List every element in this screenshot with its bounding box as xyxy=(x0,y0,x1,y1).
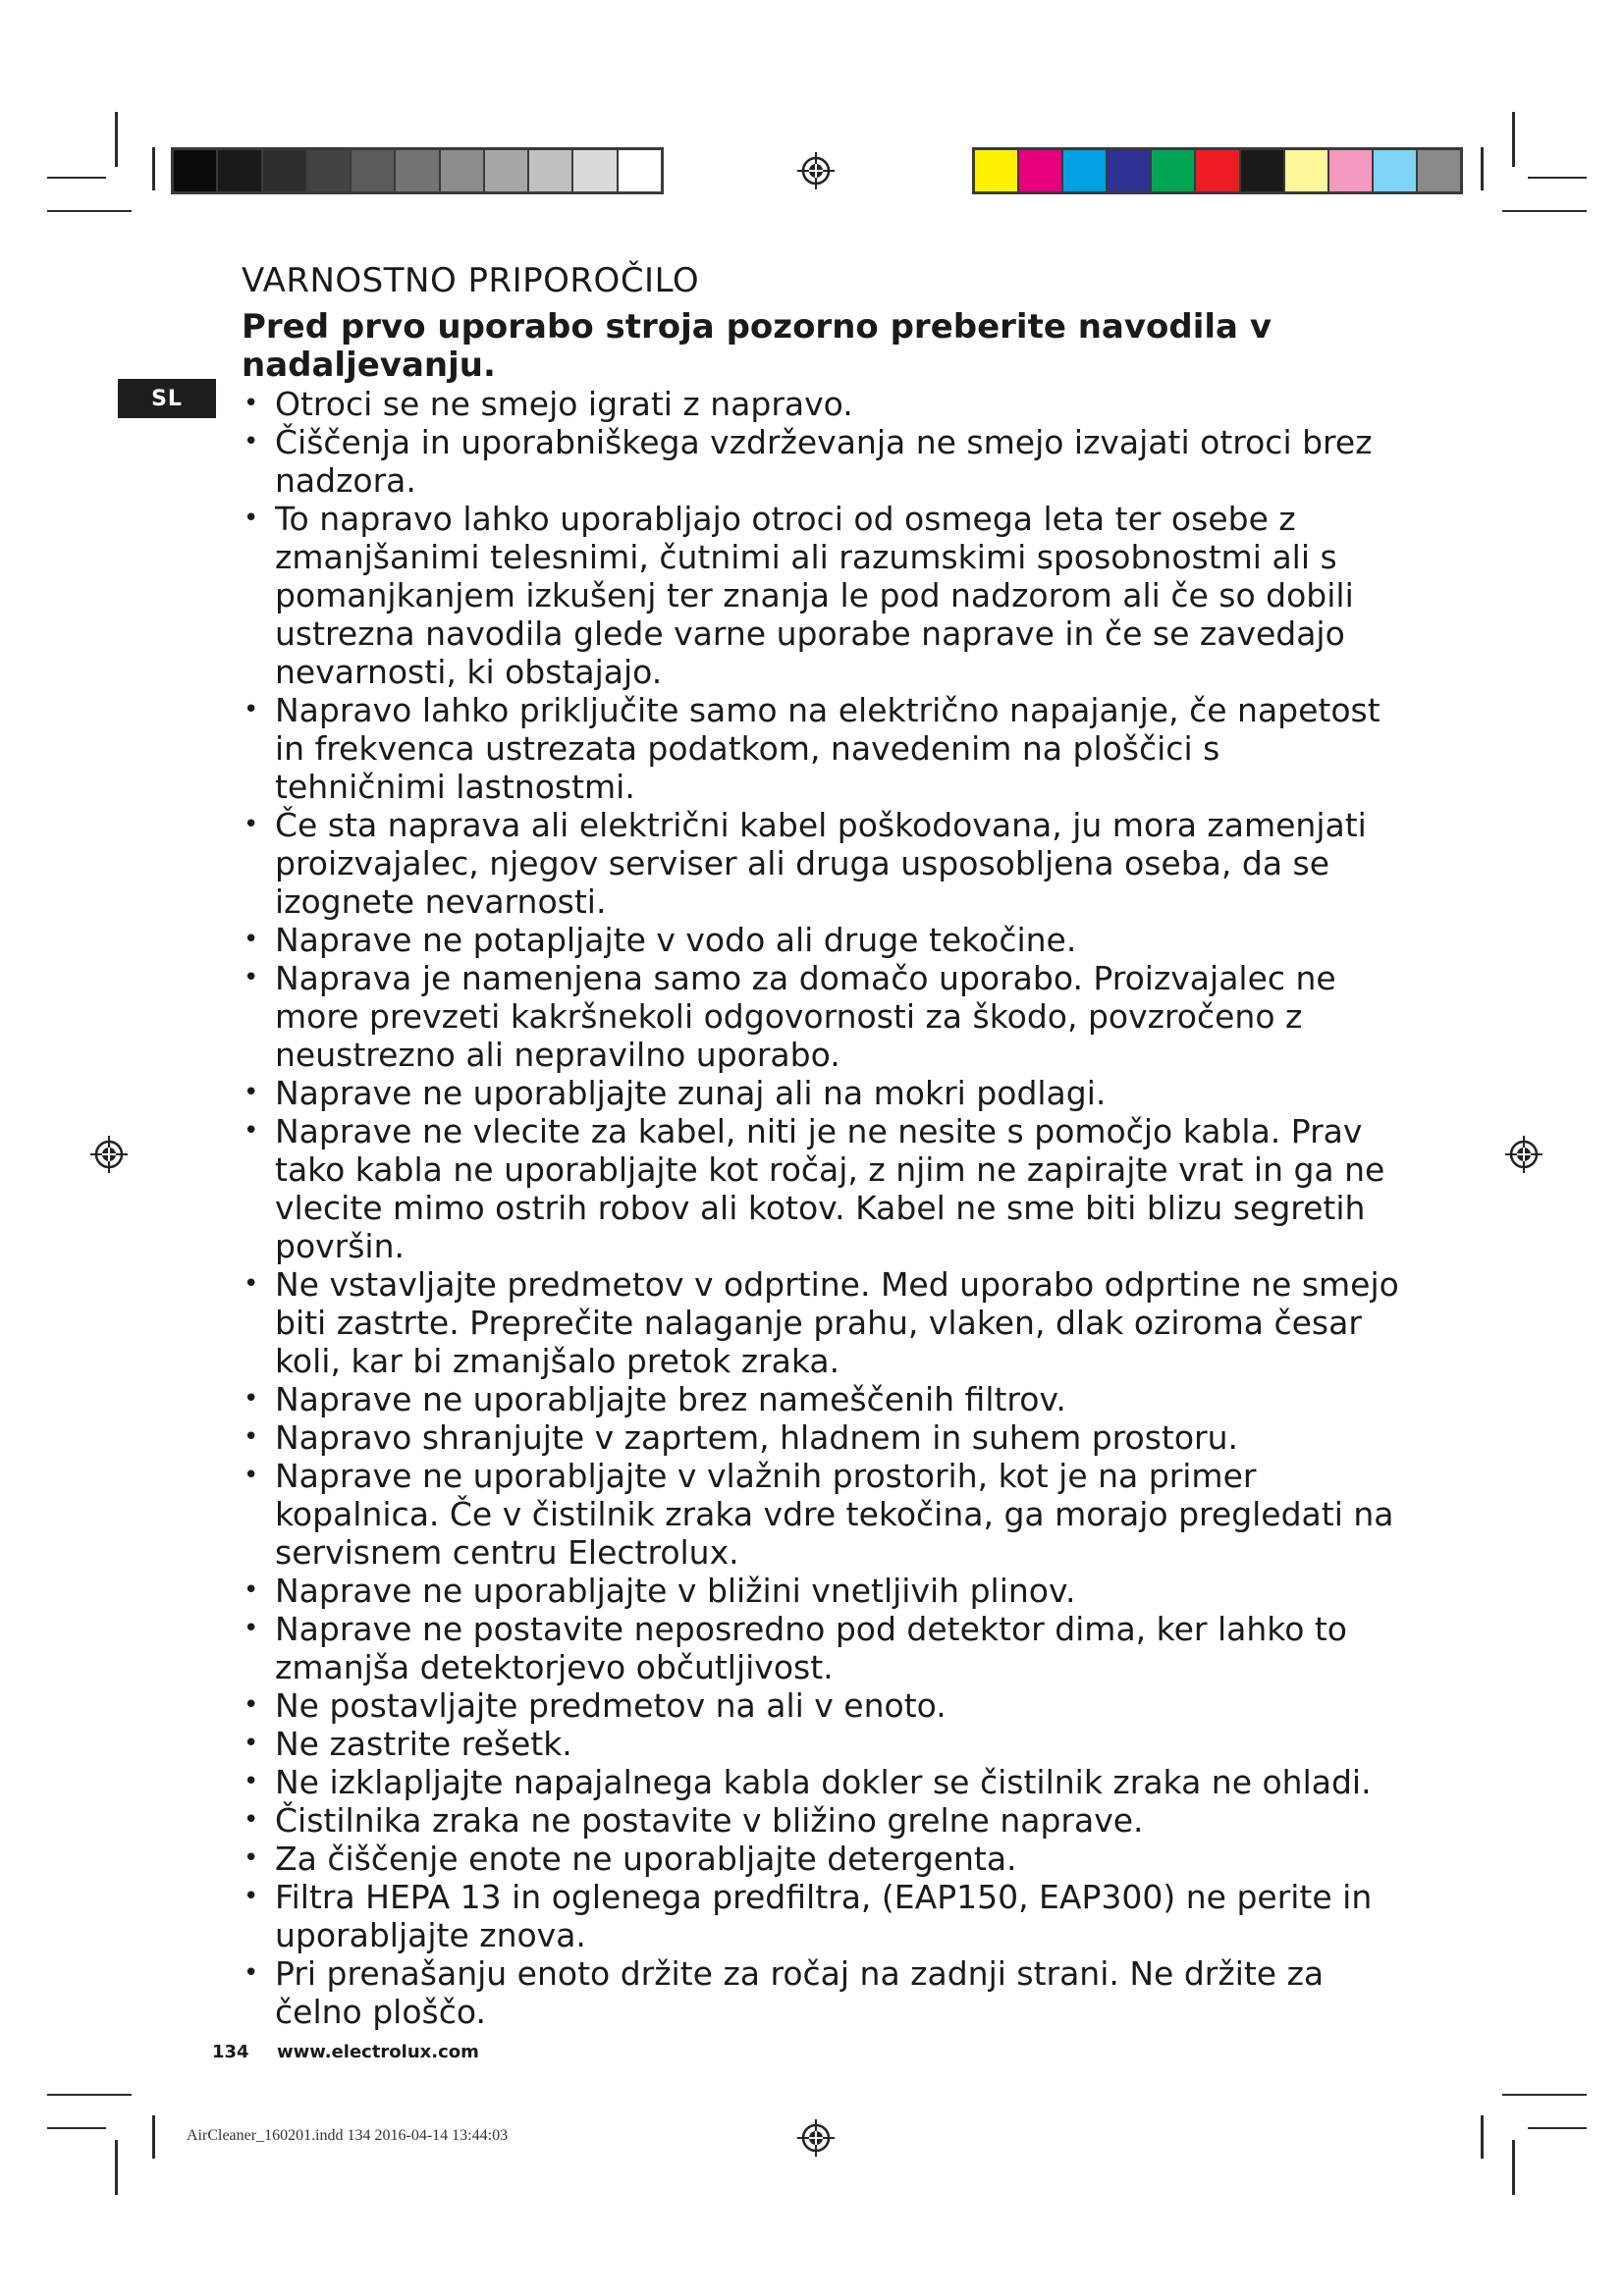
page-number: 134 xyxy=(212,2042,249,2062)
list-item: • Ne postavljajte predmetov na ali v enoto. xyxy=(242,1686,1400,1725)
crop-mark xyxy=(47,210,132,212)
list-item: • Filtra HEPA 13 in oglenega predfiltra, (EAP150, EAP300) ne perite in uporabljajte znova. xyxy=(242,1878,1400,1954)
list-item: • Napravo lahko priključite samo na električno napajanje, če napetost in frekvenca ustrezata podatkom, navedenim na ploščici s tehničnimi lastnostmi. xyxy=(242,691,1400,806)
list-item: • Napravo shranjujte v zaprtem, hladnem in suhem prostoru. xyxy=(242,1418,1400,1457)
list-item: • Čiščenja in uporabniškega vzdrževanja ne smejo izvajati otroci brez nadzora. xyxy=(242,423,1400,500)
crop-mark xyxy=(1528,2127,1587,2129)
list-item: • Otroci se ne smejo igrati z napravo. xyxy=(242,385,1400,423)
crop-mark xyxy=(47,177,106,179)
print-slug: AirCleaner_160201.indd 134 2016-04-14 13:44:03 xyxy=(187,2127,509,2144)
process-color-bar xyxy=(972,147,1463,194)
list-item: • Naprave ne potapljajte v vodo ali druge tekočine. xyxy=(242,921,1400,959)
crop-mark xyxy=(1512,112,1515,167)
registration-mark-icon xyxy=(88,1134,130,1175)
crop-mark xyxy=(1481,2115,1484,2159)
color-swatch xyxy=(396,150,440,191)
color-swatch xyxy=(218,150,262,191)
color-swatch xyxy=(1285,150,1329,191)
color-swatch xyxy=(1374,150,1418,191)
grayscale-color-bar xyxy=(171,147,664,194)
list-item: • Naprave ne uporabljajte v vlažnih prostorih, kot je na primer kopalnica. Če v čistilnik zraka vdre tekočina, ga morajo pregledati na servisnem centru Electrolux. xyxy=(242,1457,1400,1572)
crop-mark xyxy=(47,2094,132,2096)
color-swatch xyxy=(441,150,485,191)
color-swatch xyxy=(619,150,661,191)
list-item: • Naprave ne uporabljajte brez nameščenih filtrov. xyxy=(242,1380,1400,1418)
color-swatch xyxy=(1108,150,1152,191)
list-item: • Pri prenašanju enoto držite za ročaj na zadnji strani. Ne držite za čelno ploščo. xyxy=(242,1954,1400,2031)
crop-mark xyxy=(1512,2140,1515,2195)
safety-list xyxy=(242,385,1400,2031)
color-swatch xyxy=(529,150,573,191)
list-item: • To napravo lahko uporabljajo otroci od osmega leta ter osebe z zmanjšanimi telesnimi, čutnimi ali razumskimi sposobnostmi ali s pomanjkanjem izkušenj ter znanja le pod nadzorom ali če so dobili ustrezna navodila glede varne uporabe naprave in če se zavedajo nevarnosti, ki obstajajo. xyxy=(242,500,1400,691)
list-item: • Naprave ne vlecite za kabel, niti je ne nesite s pomočjo kabla. Prav tako kabla ne uporabljajte kot ročaj, z njim ne zapirajte vrat in ga ne vlecite mimo ostrih robov ali kotov. Kabel ne sme biti blizu segretih površin. xyxy=(242,1112,1400,1265)
color-swatch xyxy=(573,150,618,191)
crop-mark xyxy=(1481,147,1484,190)
crop-mark xyxy=(152,147,155,190)
color-swatch xyxy=(174,150,218,191)
color-swatch xyxy=(263,150,307,191)
section-heading: VARNOSTNO PRIPOROČILO xyxy=(242,261,700,300)
crop-mark xyxy=(1528,177,1587,179)
list-item: • Naprave ne postavite neposredno pod detektor dima, ker lahko to zmanjša detektorjevo občutljivost. xyxy=(242,1610,1400,1686)
registration-mark-icon xyxy=(795,2117,837,2159)
list-item: • Ne izklapljajte napajalnega kabla dokler se čistilnik zraka ne ohladi. xyxy=(242,1763,1400,1801)
list-item: • Ne vstavljajte predmetov v odprtine. Med uporabo odprtine ne smejo biti zastrte. Preprečite nalaganje prahu, vlaken, dlak oziroma česar koli, kar bi zmanjšalo pretok zraka. xyxy=(242,1265,1400,1380)
list-item: • Naprave ne uporabljajte zunaj ali na mokri podlagi. xyxy=(242,1074,1400,1112)
registration-mark-icon xyxy=(1503,1134,1544,1175)
color-swatch xyxy=(1019,150,1063,191)
registration-mark-icon xyxy=(795,150,837,191)
color-swatch xyxy=(1418,150,1460,191)
color-swatch xyxy=(1152,150,1196,191)
crop-mark xyxy=(47,2127,106,2129)
color-swatch xyxy=(485,150,529,191)
list-item: • Naprava je namenjena samo za domačo uporabo. Proizvajalec ne more prevzeti kakršnekoli odgovornosti za škodo, povzročeno z neustrezno ali nepravilno uporabo. xyxy=(242,959,1400,1074)
color-swatch xyxy=(1063,150,1108,191)
list-item: • Če sta naprava ali električni kabel poškodovana, ju mora zamenjati proizvajalec, njegov serviser ali druga usposobljena oseba, da se izognete nevarnosti. xyxy=(242,806,1400,921)
list-item: • Ne zastrite rešetk. xyxy=(242,1725,1400,1763)
list-item: • Čistilnika zraka ne postavite v bližino grelne naprave. xyxy=(242,1801,1400,1840)
color-swatch xyxy=(352,150,396,191)
crop-mark xyxy=(1502,210,1587,212)
list-item: • Za čiščenje enote ne uporabljajte detergenta. xyxy=(242,1840,1400,1878)
language-tab: SL xyxy=(118,379,216,418)
color-swatch xyxy=(975,150,1019,191)
footer-url: www.electrolux.com xyxy=(277,2042,479,2062)
safety-section xyxy=(242,261,1400,2031)
color-swatch xyxy=(307,150,352,191)
intro-text: Pred prvo uporabo stroja pozorno preberite navodila v nadaljevanju. xyxy=(242,307,1272,385)
crop-mark xyxy=(115,2140,118,2195)
color-swatch xyxy=(1196,150,1240,191)
color-swatch xyxy=(1241,150,1285,191)
crop-mark xyxy=(1502,2094,1587,2096)
color-swatch xyxy=(1329,150,1374,191)
list-item: • Naprave ne uporabljajte v bližini vnetljivih plinov. xyxy=(242,1572,1400,1610)
crop-mark xyxy=(115,112,118,167)
crop-mark xyxy=(152,2115,155,2159)
